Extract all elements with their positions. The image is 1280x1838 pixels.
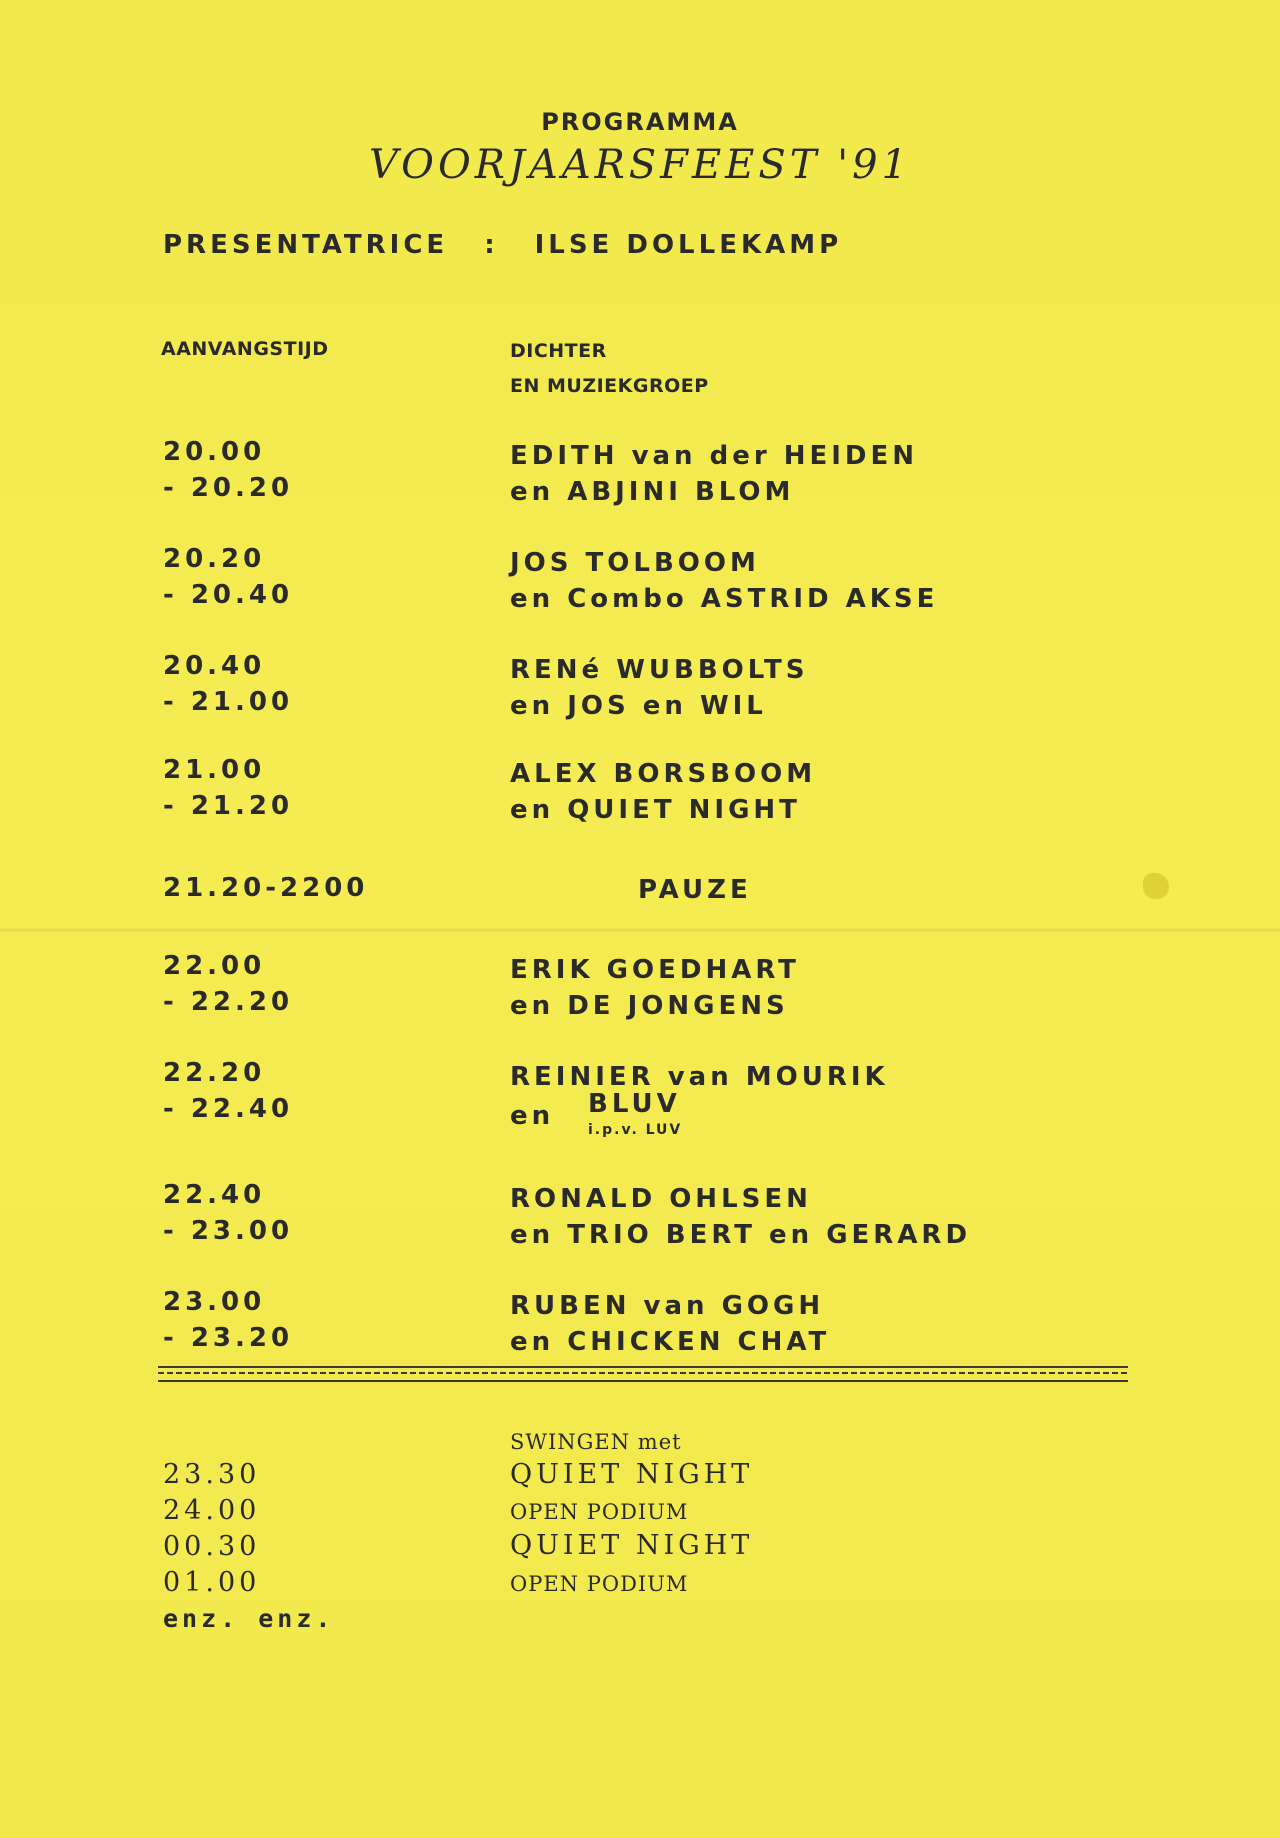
act-line2: en JOS en WIL (510, 691, 767, 721)
late-time: 24.00 (163, 1495, 261, 1526)
act-line1: EDITH van der HEIDEN (510, 441, 919, 471)
late-act: QUIET NIGHT (510, 1459, 754, 1490)
act-line2-name: BLUV (588, 1089, 681, 1119)
etc-label: enz. enz. (163, 1604, 335, 1633)
end-time: - 23.00 (163, 1216, 294, 1246)
end-time: - 20.40 (163, 580, 294, 610)
start-time: 20.20 (163, 544, 266, 574)
start-time: 22.00 (163, 951, 266, 981)
act-line2-en: en (510, 1101, 555, 1131)
column-header-act-line1: DICHTER (510, 340, 607, 362)
act-line1: RENé WUBBOLTS (510, 655, 809, 685)
late-time: 01.00 (163, 1567, 261, 1598)
column-header-time: AANVANGSTIJD (161, 338, 329, 360)
act-line1: ERIK GOEDHART (510, 955, 800, 985)
double-divider (158, 1366, 1128, 1382)
paper-fold (0, 928, 1280, 932)
act-line2: en ABJINI BLOM (510, 477, 795, 507)
late-act: OPEN PODIUM (510, 1500, 689, 1524)
presenter-line (163, 230, 842, 260)
start-time: 20.40 (163, 651, 266, 681)
stain-mark (1143, 873, 1169, 899)
start-time: 22.20 (163, 1058, 266, 1088)
end-time: - 21.00 (163, 687, 294, 717)
act-line1: REINIER van MOURIK (510, 1062, 889, 1092)
pause-time: 21.20-2200 (163, 873, 369, 903)
act-line1: RONALD OHLSEN (510, 1184, 812, 1214)
late-time: 00.30 (163, 1531, 261, 1562)
event-title: VOORJAARSFEEST '91 (368, 142, 912, 188)
late-act: OPEN PODIUM (510, 1572, 689, 1596)
swing-label: SWINGEN met (510, 1430, 682, 1454)
presenter-label: PRESENTATRICE (163, 230, 449, 260)
end-time: - 20.20 (163, 473, 294, 503)
late-act: QUIET NIGHT (510, 1530, 754, 1561)
page-title: PROGRAMMA (541, 108, 739, 136)
act-line2: en DE JONGENS (510, 991, 789, 1021)
end-time: - 21.20 (163, 791, 294, 821)
presenter-separator: : (484, 230, 499, 260)
act-line1: JOS TOLBOOM (510, 548, 760, 578)
column-header-act-line2: EN MUZIEKGROEP (510, 375, 709, 397)
act-line2: en QUIET NIGHT (510, 795, 801, 825)
act-line2: en Combo ASTRID AKSE (510, 584, 939, 614)
act-line2: en TRIO BERT en GERARD (510, 1220, 972, 1250)
start-time: 22.40 (163, 1180, 266, 1210)
end-time: - 22.20 (163, 987, 294, 1017)
pause-label: PAUZE (638, 875, 752, 905)
late-time: 23.30 (163, 1459, 261, 1490)
end-time: - 23.20 (163, 1323, 294, 1353)
act-line1: ALEX BORSBOOM (510, 759, 817, 789)
act-note: i.p.v. LUV (588, 1122, 683, 1138)
presenter-name: ILSE DOLLEKAMP (534, 230, 843, 260)
act-line1: RUBEN van GOGH (510, 1291, 825, 1321)
end-time: - 22.40 (163, 1094, 294, 1124)
start-time: 21.00 (163, 755, 266, 785)
act-line2: en CHICKEN CHAT (510, 1327, 831, 1357)
start-time: 23.00 (163, 1287, 266, 1317)
start-time: 20.00 (163, 437, 266, 467)
